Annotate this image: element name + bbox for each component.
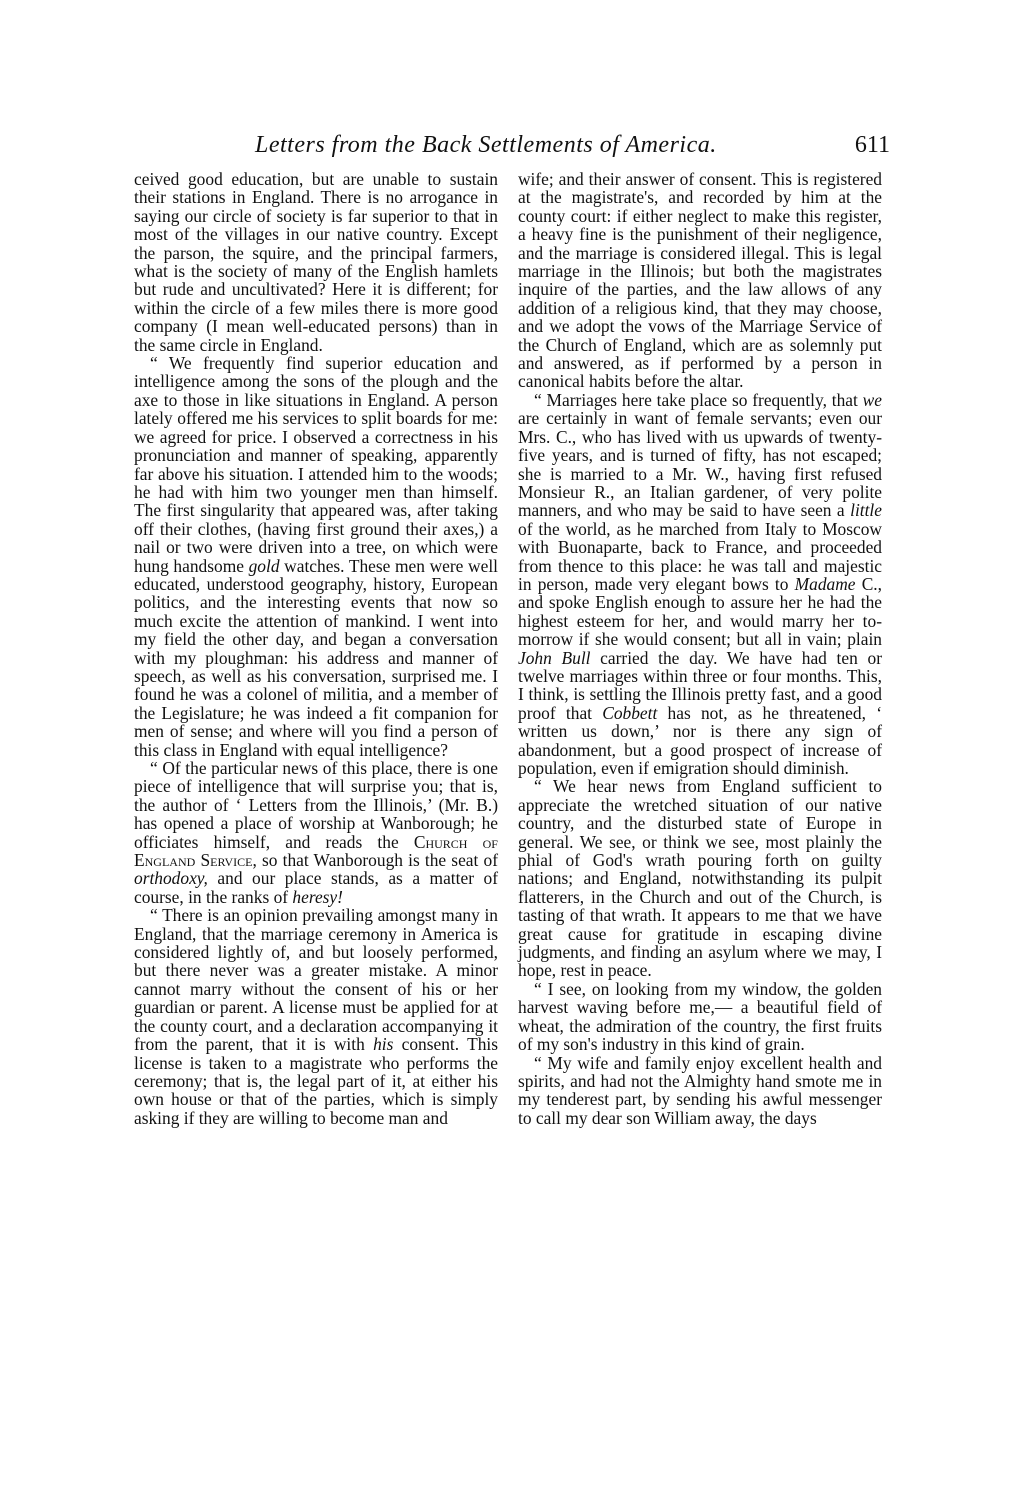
paragraph: “ There is an opinion prevailing amongst many in England, that the marriage ceremony in America is considered lightly of, and but loosely performed, but there never was a greater mistake. A minor cannot marry without the consent of his or her guardian or parent. A license must be applied for at the county court, and a declaration accompanying it from the parent, that it is with his consent. This license is taken to a magistrate who performs the ceremony; that is, the legal part of it, at either his own house or that of the parties, which is simply asking if they are willing to become man and	[134, 905, 498, 1128]
paragraph: ceived good education, but are unable to sustain their stations in England. There is no arrogance in saying our circle of society is far superior to that in most of the villages in our native country. Except the parson, the squire, and the principal farmers, what is the society of many of the English hamlets but rude and uncultivated? Here it is different; for within the circle of a few miles there is more good company (I mean well-educated persons) than in the same circle in England.	[134, 169, 498, 355]
paragraph: “ We frequently find superior education and intelligence among the sons of the plough and the axe to those in like situations in England. A person lately offered me his services to split boards for me: we agreed for price. I observed a correctness in his pronunciation and manner of speaking, apparently far above his situation. I attended him to the woods; he had with him two younger men than himself. The first singularity that appeared was, after taking off their clothes, (having first ground their axes,) a nail or two were driven into a tree, on which were hung handsome gold watches. These men were well educated, understood geography, history, European politics, and the interesting events that now so much excite the attention of mankind. I went into my field the other day, and began a conversation with my ploughman: his address and manner of speech, as well as his conversation, surprised me. I found he was a colonel of militia, and a member of the Legislature; he was indeed a fit companion for men of sense; and where will you find a person of this class in England with equal intelligence?	[134, 353, 498, 760]
page-header	[130, 132, 890, 172]
page-number: 611	[854, 132, 890, 158]
paragraph: “ We hear news from England sufficient to appreciate the wretched situation of our native country, and the disturbed state of Europe in general. We see, or think we see, most plainly the phial of God's wrath pouring forth on guilty nations; and England, notwithstanding its pulpit flatterers, in the Church and out of the Church, is tasting of that wrath. It appears to me that we have great cause for gratitude in escaping divine judgments, and finding an asylum where we may, I hope, rest in peace.	[518, 776, 882, 981]
right-column	[518, 170, 882, 1127]
left-column	[134, 170, 498, 1127]
paragraph: “ I see, on looking from my window, the golden harvest waving before me,— a beautiful field of wheat, the admiration of the country, the first fruits of my son's industry in this kind of grain.	[518, 978, 882, 1055]
paragraph: “ Of the particular news of this place, there is one piece of intelligence that will surprise you; that is, the author of ‘ Letters from the Illinois,’ (Mr. B.) has opened a place of worship at Wanborough; he officiates himself, and reads the Church of England Service, so that Wanborough is the seat of orthodoxy, and our place stands, as a matter of course, in the ranks of heresy!	[134, 758, 498, 907]
paragraph: “ My wife and family enjoy excellent health and spirits, and had not the Almighty hand smote me in my tenderest part, by sending his awful messenger to call my dear son William away, the days	[518, 1052, 882, 1128]
paragraph: “ Marriages here take place so frequently, that we are certainly in want of female servants; even our Mrs. C., who has lived with us upwards of twenty-five years, and is turned of fifty, has not escaped; she is married to a Mr. W., having first refused Monsieur R., an Italian gardener, of very polite manners, and who may be said to have seen a little of the world, as he marched from Italy to Moscow with Buonaparte, back to France, and proceeded from thence to this place: he was tall and majestic in person, made very elegant bows to Madame C., and spoke English enough to assure her he had the highest esteem for her, and would marry her to-morrow if she would consent; but all in vain; plain John Bull carried the day. We have had ten or twelve marriages within three or four months. This, I think, is settling the Illinois pretty fast, and a good proof that Cobbett has not, as he threatened, ‘ written us down,’ nor is there any sign of abandonment, but a good prospect of increase of population, even if emigration should diminish.	[518, 389, 882, 778]
running-title: Letters from the Back Settlements of America.	[255, 132, 717, 158]
paragraph: wife; and their answer of consent. This is registered at the magistrate's, and recorded by him at the county court: if either neglect to make this register, a heavy fine is the punishment of their negligence, and the marriage is considered illegal. This is legal marriage in the Illinois; but both the magistrates inquire of the parties, and the law allows of any addition of a religious kind, that they may choose, and we adopt the vows of the Marriage Service of the Church of England, which are as solemnly put and answered, as if performed by a person in canonical habits before the altar.	[518, 169, 882, 392]
